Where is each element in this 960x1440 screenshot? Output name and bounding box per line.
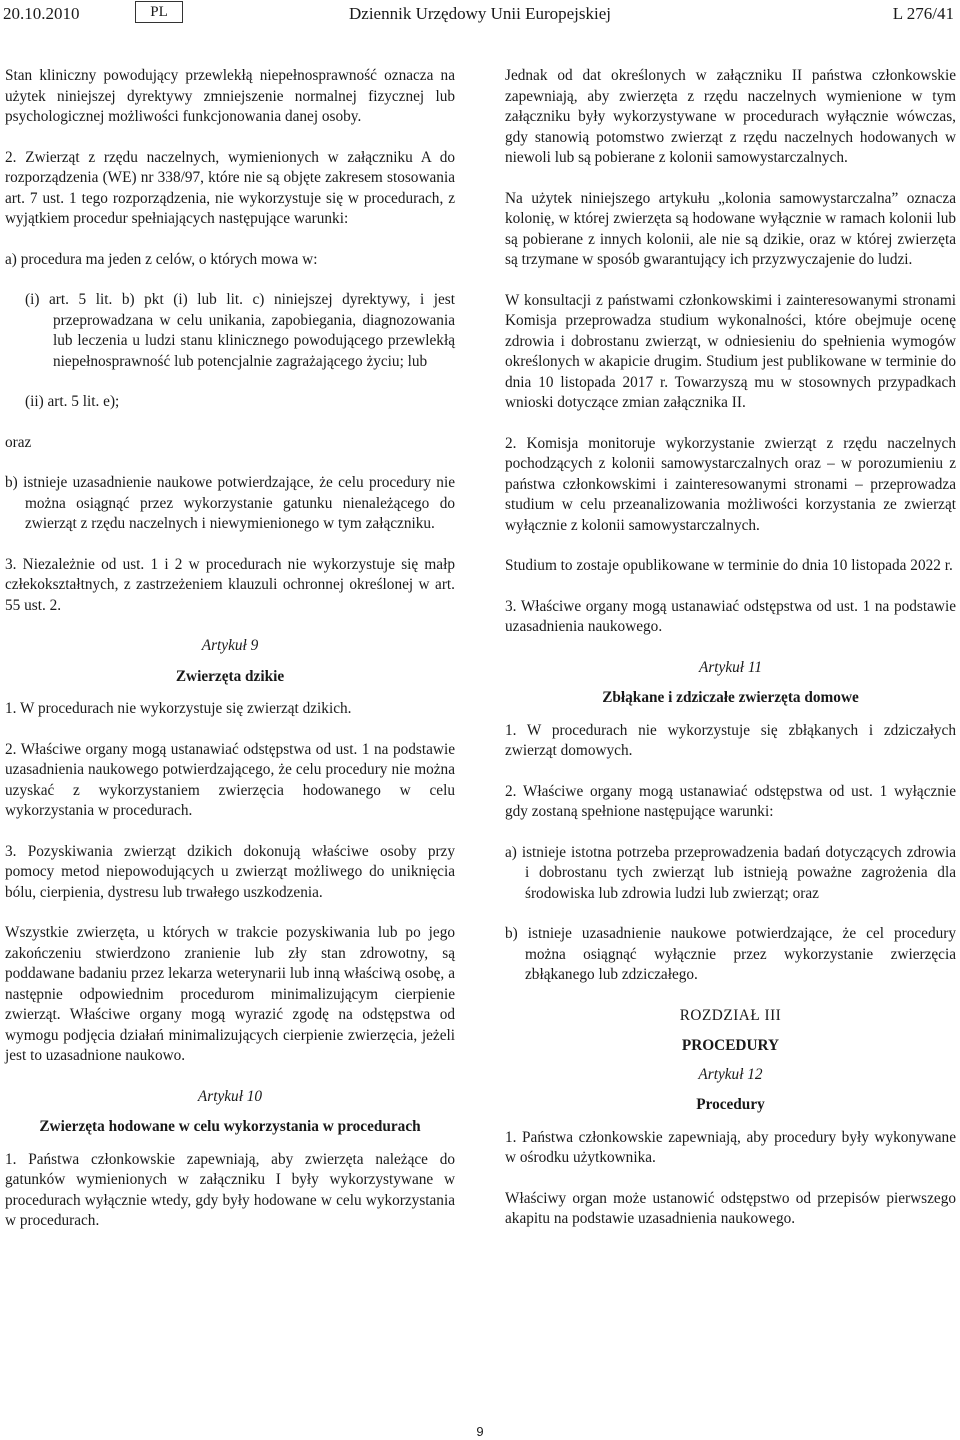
page-reference: L 276/41 (892, 4, 954, 23)
paragraph: 3. Właściwe organy mogą ustanawiać odstępstwa od ust. 1 na podstawie uzasadnienia naukowego. (505, 597, 956, 635)
article-number: Artykuł 10 (197, 1087, 263, 1105)
paragraph: Studium to zostaje opublikowane w terminie do dnia 10 listopada 2022 r. (505, 557, 953, 574)
article-number: Artykuł 12 (698, 1065, 763, 1083)
language-badge: PL (135, 1, 183, 23)
paragraph: 1. W procedurach nie wykorzystuje się zwierząt dzikich. (5, 700, 352, 717)
paragraph: W konsultacji z państwami członkowskimi i zainteresowanymi stronami Komisja przeprowadza studium wykonalności, które obejmuje ocenę zdrowia i dobrostanu zwierząt, w odniesieniu do spełnienia wymogów określonych w akapicie drugim. Studium jest publikowane w terminie do dnia 10 listopada 2017 r. Towarzyszą mu w stosownych przypadkach wnioski dotyczące zmian załącznika II. (505, 291, 956, 411)
paragraph: 2. Właściwe organy mogą ustanawiać odstępstwa od ust. 1 na podstawie uzasadnienia naukowego potwierdzającego, że celu procedury nie można uzyskać z wykorzystaniem zwierzęcia hodowanego w celu wykorzystania w procedurach. (5, 740, 455, 819)
list-item: (i) art. 5 lit. b) pkt (i) lub lit. c) niniejszej dyrektywy, i jest przeprowadzana w celu unikania, zapobiegania, diagnozowania lub leczenia u ludzi stanu klinicznego powodującego przewlekłą niepełnosprawność lub potencjalnie zagrażającego życiu; lub (25, 291, 455, 370)
article-number: Artykuł 11 (698, 658, 762, 676)
paragraph: 3. Niezależnie od ust. 1 i 2 w procedurach nie wykorzystuje się małp człekokształtnych, z zastrzeżeniem klauzuli ochronnej określonej w art. 55 ust. 2. (5, 555, 455, 614)
list-item: (ii) art. 5 lit. e); (25, 393, 120, 410)
paragraph: oraz (5, 433, 32, 451)
paragraph: Jednak od dat określonych w załączniku II państwa członkowskie zapewniają, aby zwierzęta z rzędu naczelnych wymienione w tym załączniku były wykorzystywane w procedurach wyłącznie wówczas, gdy stanowią potomstwo zwierząt z rzędu naczelnych hodowanych w niewoli lub są pobierane z kolonii samowystarczalnych. (505, 67, 956, 166)
article-number: Artykuł 9 (201, 637, 259, 654)
chapter-title: PROCEDURY (681, 1037, 780, 1054)
paragraph: 2. Zwierząt z rzędu naczelnych, wymienionych w załączniku A do rozporządzenia (WE) nr 338/97, które nie są objęte zakresem stosowania art. 7 ust. 1 tego rozporządzenia, nie wykorzystuje się w procedurach, z wyjątkiem procedur spełniających następujące warunki: (5, 148, 455, 227)
paragraph: Na użytek niniejszego artykułu „kolonia samowystarczalna” oznacza kolonię, w której zwierzęta są hodowane wyłącznie w ramach kolonii lub są pobierane z innych kolonii, ale nie są dzikie, oraz w której zwierzęta są trzymane w sposób gwarantujący ich przyzwyczajenie do ludzi. (505, 189, 956, 268)
list-item: b) istnieje uzasadnienie naukowe potwierdzające, że cel procedury można osiągnąć wyłącznie przez wykorzystanie zwierzęcia zbłąkanego lub zdziczałego. (505, 925, 956, 983)
paragraph: Wszystkie zwierzęta, u których w trakcie pozyskiwania lub po jego zakończeniu stwierdzono zranienie lub zły stan zdrowotny, są poddawane badaniu przez lekarza weterynarii lub inną właściwą osobę, a następnie odpowiednim procedurom minimalizującym cierpienie zwierząt. Właściwe organy mogą wyrazić zgodę na odstępstwa od wymogu podjęcia działań minimalizujących cierpienie zwierzęcia, jeżeli jest to uzasadnione naukowo. (5, 924, 455, 1064)
list-item: b) istnieje uzasadnienie naukowe potwierdzające, że celu procedury nie można osiągnąć przez wykorzystanie gatunku nienależącego do zwierząt z rzędu naczelnych i niewymienionego w tym załączniku. (5, 474, 455, 532)
article-title: Zbłąkane i zdziczałe zwierzęta domowe (602, 689, 859, 706)
paragraph: 1. Państwa członkowskie zapewniają, aby procedury były wykonywane w ośrodku użytkownika. (505, 1128, 956, 1166)
paragraph: 1. Państwa członkowskie zapewniają, aby zwierzęta należące do gatunków wymienionych w załączniku I były wykorzystywane w procedurach wyłącznie wtedy, gdy były hodowane w celu wykorzystania w procedurach. (5, 1150, 455, 1229)
paragraph: 1. W procedurach nie wykorzystuje się zbłąkanych i zdziczałych zwierząt domowych. (505, 721, 956, 759)
paragraph: 2. Właściwe organy mogą ustanawiać odstępstwa od ust. 1 wyłącznie gdy zostaną spełnione następujące warunki: (505, 782, 956, 820)
list-item: a) procedura ma jeden z celów, o których mowa w: (5, 250, 318, 268)
article-title: Zwierzęta hodowane w celu wykorzystania w procedurach (39, 1118, 421, 1135)
paragraph: 2. Komisja monitoruje wykorzystanie zwierząt z rzędu naczelnych pochodzących z kolonii samowystarczalnych oraz – w porozumieniu z państwa członkowskimi i zainteresowanymi stronami – przeprowadza studium w celu przeanalizowania możliwości korzystania ze zwierząt wyłącznie z kolonii samowystarczalnych. (505, 434, 956, 534)
right-column (505, 66, 956, 1250)
page-header (0, 0, 960, 30)
publication-date: 20.10.2010 (3, 4, 80, 23)
article-title: Zwierzęta dzikie (175, 667, 285, 685)
left-column (5, 66, 455, 1252)
list-item: a) istnieje istotna potrzeba przeprowadzenia badań dotyczących zdrowia i dobrostanu tych zwierząt lub istnieją poważne zagrożenia dla środowiska lub zdrowia ludzi lub zwierząt; oraz (505, 843, 956, 902)
article-title: Procedury (696, 1096, 765, 1113)
paragraph: 3. Pozyskiwania zwierząt dzikich dokonują właściwe osoby przy pomocy metod niepowodujących u zwierząt możliwego do uniknięcia bólu, cierpienia, dystresu lub trwałego uszkodzenia. (5, 842, 455, 901)
page-number: 9 (476, 1424, 484, 1439)
chapter-number: ROZDZIAŁ III (679, 1006, 782, 1024)
journal-title: Dziennik Urzędowy Unii Europejskiej (349, 4, 612, 23)
paragraph: Właściwy organ może ustanowić odstępstwo od przepisów pierwszego akapitu na podstawie uzasadnienia naukowego. (505, 1189, 956, 1227)
paragraph: Stan kliniczny powodujący przewlekłą niepełnosprawność oznacza na użytek niniejszej dyrektywy zmniejszenie normalnej fizycznej lub psychologicznej możliwości funkcjonowania danej osoby. (5, 67, 455, 125)
